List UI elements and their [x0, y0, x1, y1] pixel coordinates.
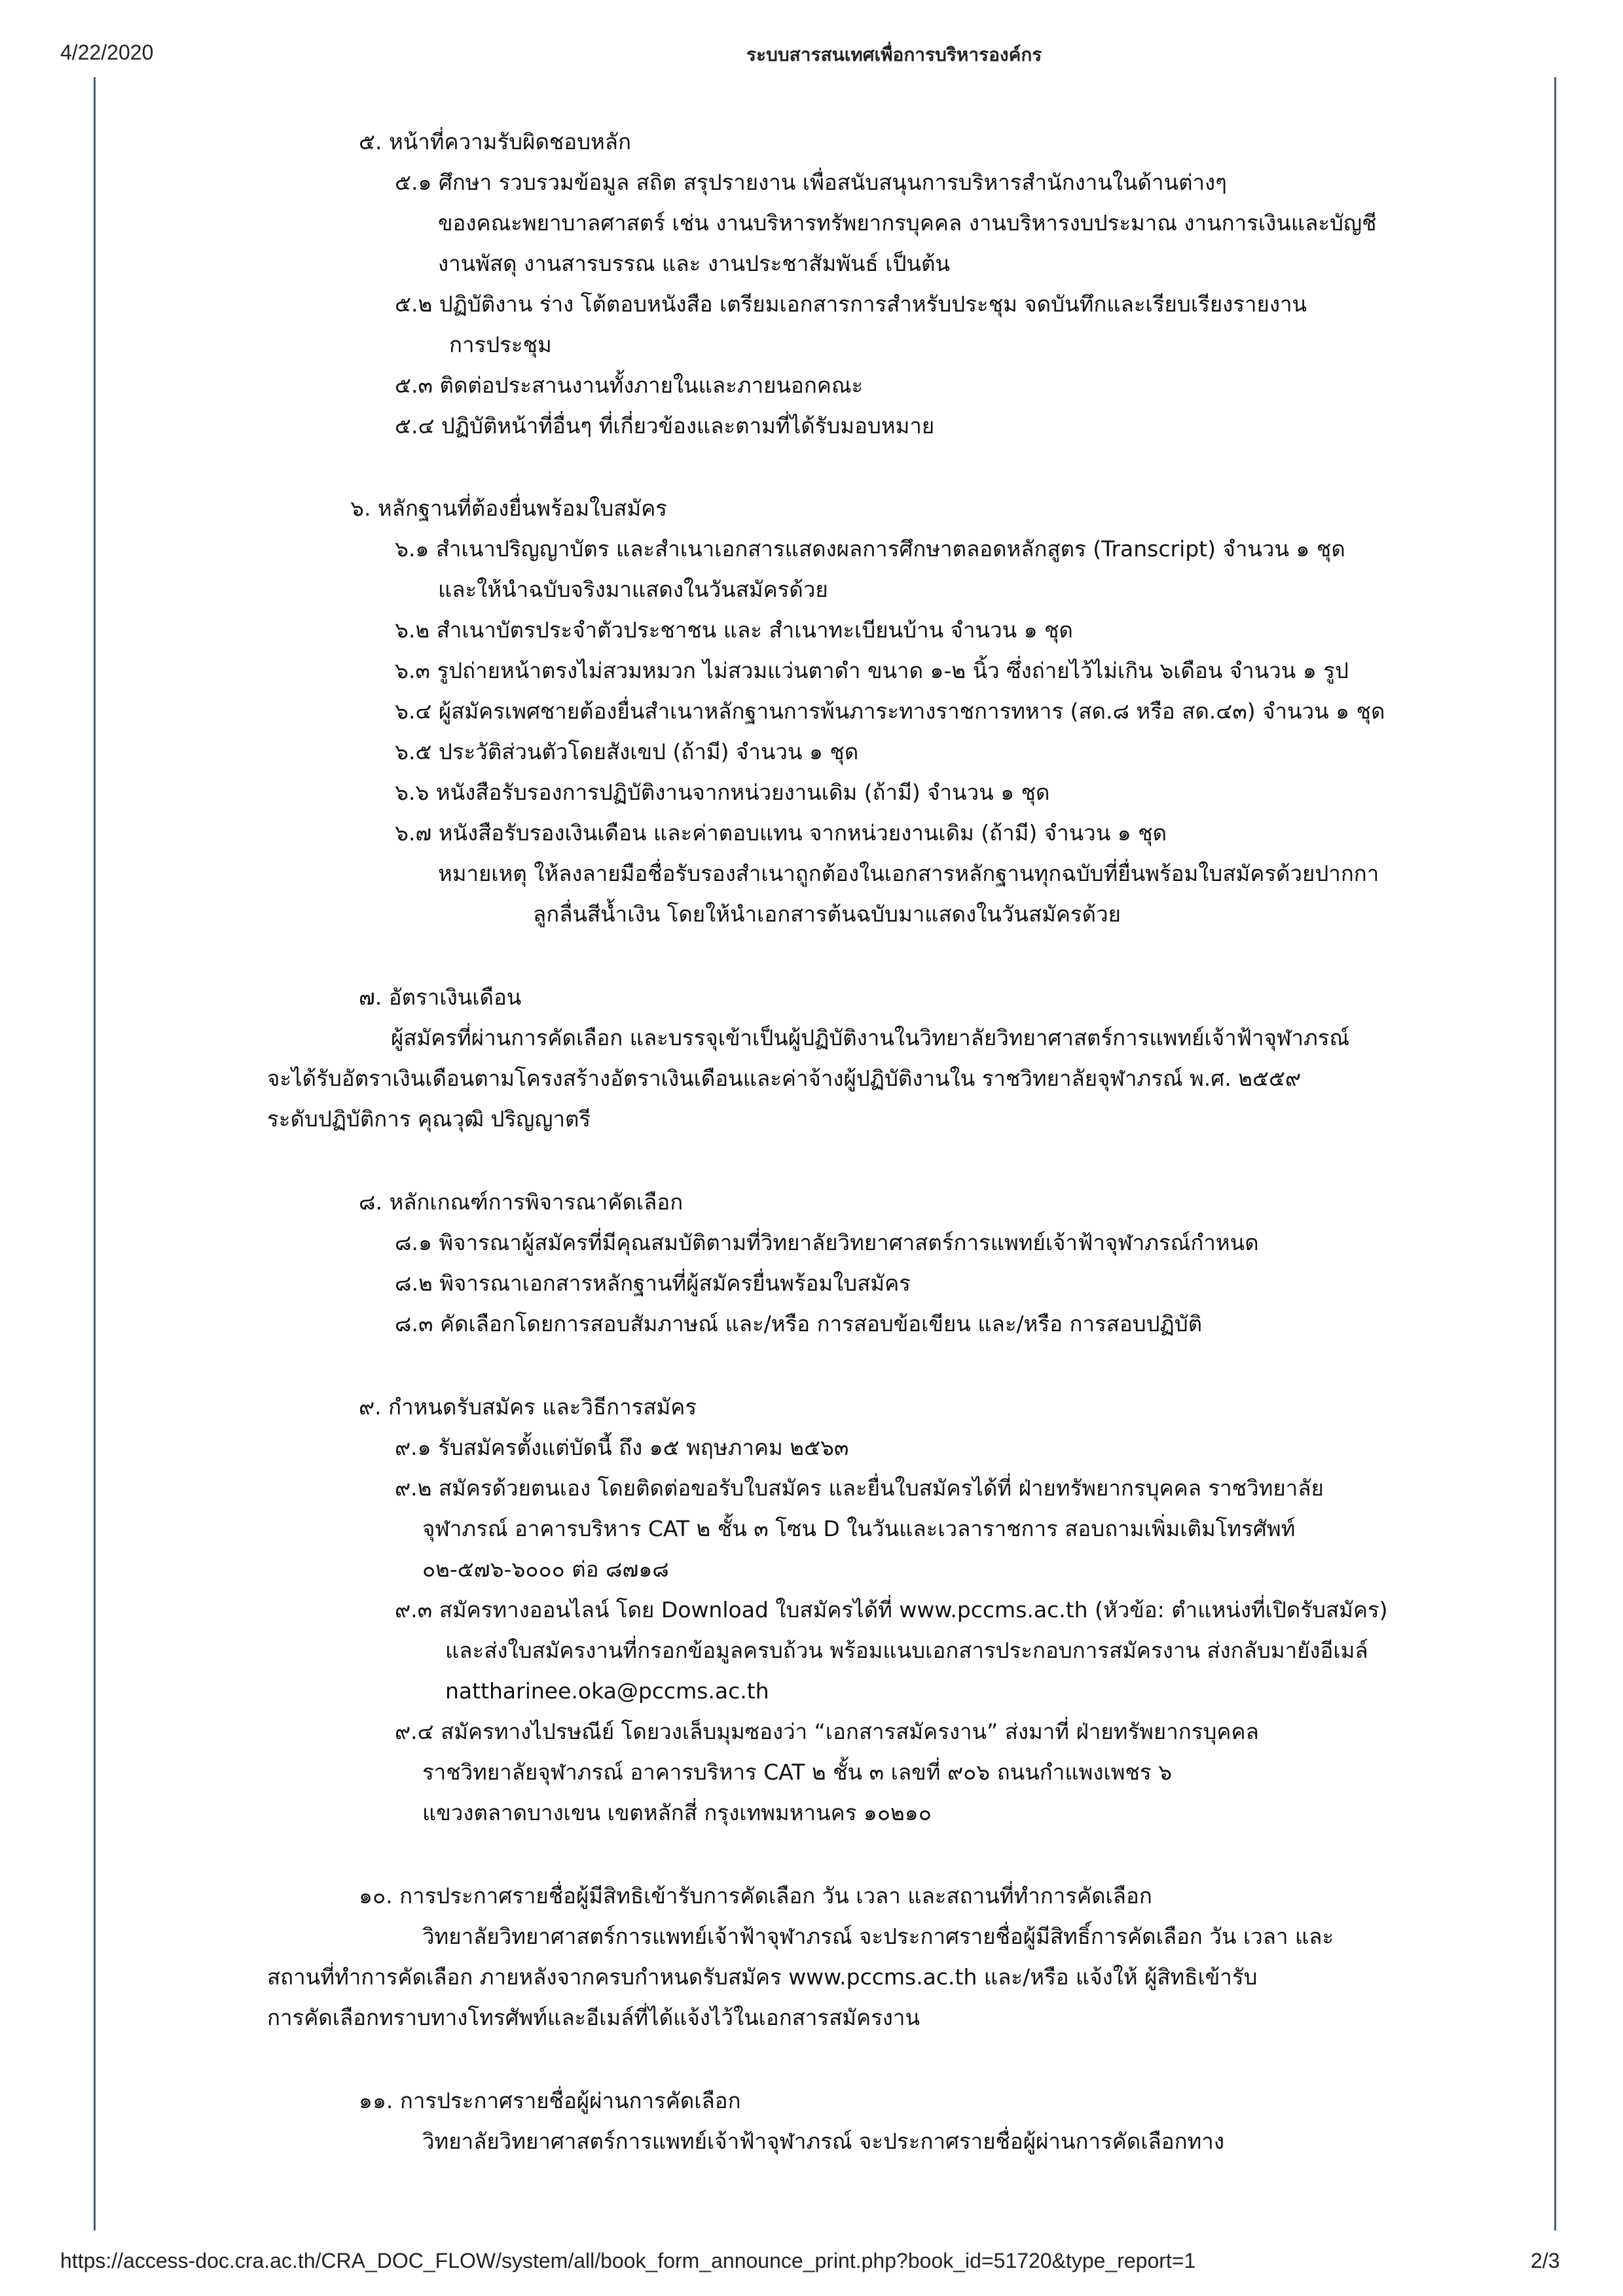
document-line: จะได้รับอัตราเงินเดือนตามโครงสร้างอัตราเงินเดือนและค่าจ้างผู้ปฏิบัติงานใน ราชวิทยาลัยจุฬาภรณ์ พ.ศ. ๒๕๕๙ — [267, 1066, 1302, 1091]
document-line: สถานที่ทำการคัดเลือก ภายหลังจากครบกำหนดรับสมัคร www.pccms.ac.th และ/หรือ แจ้งให้ ผู้สิทธิเข้ารับ — [267, 1964, 1258, 1990]
document-line: ของคณะพยาบาลศาสตร์ เช่น งานบริหารทรัพยากรบุคคล งานบริหารงบประมาณ งานการเงินและบัญชี — [438, 210, 1377, 236]
footer-url: https://access-doc.cra.ac.th/CRA_DOC_FLOW/system/all/book_form_announce_print.php?book_id=51720&type_report=1 — [60, 2249, 1196, 2272]
document-line: ๑๐. การประกาศรายชื่อผู้มีสิทธิเข้ารับการคัดเลือก วัน เวลา และสถานที่ทำการคัดเลือก — [359, 1883, 1152, 1909]
document-line: ๕.๔ ปฏิบัติหน้าที่อื่นๆ ที่เกี่ยวข้องและตามที่ได้รับมอบหมาย — [395, 413, 935, 439]
document-line: ๙.๒ สมัครด้วยตนเอง โดยติดต่อขอรับใบสมัคร และยื่นใบสมัครได้ที่ ฝ่ายทรัพยากรบุคคล ราชวิทยาลัย — [395, 1475, 1324, 1501]
document-line: ลูกลื่นสีน้ำเงิน โดยให้นำเอกสารต้นฉบับมาแสดงในวันสมัครด้วย — [533, 901, 1121, 927]
print-date: 4/22/2020 — [60, 41, 154, 64]
document-line: วิทยาลัยวิทยาศาสตร์การแพทย์เจ้าฟ้าจุฬาภรณ์ จะประกาศรายชื่อผู้มีสิทธิ์การคัดเลือก วัน เวลา และ — [422, 1924, 1334, 1949]
document-line: ๘. หลักเกณฑ์การพิจารณาคัดเลือก — [359, 1189, 684, 1215]
document-line: การประชุม — [449, 332, 552, 357]
document-line: nattharinee.oka@pccms.ac.th — [445, 1678, 769, 1704]
document-line: ระดับปฏิบัติการ คุณวุฒิ ปริญญาตรี — [267, 1106, 591, 1132]
document-line: และให้นำฉบับจริงมาแสดงในวันสมัครด้วย — [438, 577, 828, 602]
document-line: หมายเหตุ ให้ลงลายมือชื่อรับรองสำเนาถูกต้องในเอกสารหลักฐานทุกฉบับที่ยื่นพร้อมใบสมัครด้วยปากกา — [438, 861, 1379, 886]
document-line: ๖.๖ หนังสือรับรองการปฏิบัติงานจากหน่วยงานเดิม (ถ้ามี) จำนวน ๑ ชุด — [395, 780, 1050, 805]
document-line: ๖.๒ สำเนาบัตรประจำตัวประชาชน และ สำเนาทะเบียนบ้าน จำนวน ๑ ชุด — [395, 617, 1073, 643]
document-line: ๙. กำหนดรับสมัคร และวิธีการสมัคร — [359, 1394, 697, 1420]
document-line: งานพัสดุ งานสารบรรณ และ งานประชาสัมพันธ์ เป็นต้น — [438, 251, 950, 276]
document-line: ๕.๒ ปฏิบัติงาน ร่าง โต้ตอบหนังสือ เตรียมเอกสารการสำหรับประชุม จดบันทึกและเรียบเรียงรายงาน — [395, 291, 1307, 317]
document-line: ๘.๓ คัดเลือกโดยการสอบสัมภาษณ์ และ/หรือ การสอบข้อเขียน และ/หรือ การสอบปฏิบัติ — [395, 1311, 1203, 1336]
document-line: ๕.๑ ศึกษา รวบรวมข้อมูล สถิต สรุปรายงาน เพื่อสนับสนุนการบริหารสำนักงานในด้านต่างๆ — [395, 170, 1227, 195]
document-line: ๐๒-๕๗๖-๖๐๐๐ ต่อ ๘๗๑๘ — [422, 1556, 669, 1582]
document-line: ราชวิทยาลัยจุฬาภรณ์ อาคารบริหาร CAT ๒ ชั้น ๓ เลขที่ ๙๐๖ ถนนกำแพงเพชร ๖ — [422, 1759, 1173, 1785]
document-line: จุฬาภรณ์ อาคารบริหาร CAT ๒ ชั้น ๓ โซน D ในวันและเวลาราชการ สอบถามเพิ่มเติมโทรศัพท์ — [422, 1516, 1296, 1541]
document-line: ๙.๔ สมัครทางไปรษณีย์ โดยวงเล็บมุมซองว่า “เอกสารสมัครงาน” ส่งมาที่ ฝ่ายทรัพยากรบุคคล — [395, 1719, 1259, 1744]
document-line: วิทยาลัยวิทยาศาสตร์การแพทย์เจ้าฟ้าจุฬาภรณ์ จะประกาศรายชื่อผู้ผ่านการคัดเลือกทาง — [422, 2128, 1224, 2154]
document-line: แขวงตลาดบางเขน เขตหลักสี่ กรุงเทพมหานคร ๑๐๒๑๐ — [422, 1800, 932, 1825]
document-line: ผู้สมัครที่ผ่านการคัดเลือก และบรรจุเข้าเป็นผู้ปฏิบัติงานในวิทยาลัยวิทยาศาสตร์การแพทย์เจ้าฟ้าจุฬาภรณ์ — [391, 1025, 1350, 1050]
document-line: ๘.๑ พิจารณาผู้สมัครที่มีคุณสมบัติตามที่วิทยาลัยวิทยาศาสตร์การแพทย์เจ้าฟ้าจุฬาภรณ์กำหนด — [395, 1230, 1259, 1255]
document-line: ๙.๓ สมัครทางออนไลน์ โดย Download ใบสมัครได้ที่ www.pccms.ac.th (หัวข้อ: ตำแหน่งที่เปิดรับสมัคร) — [395, 1597, 1388, 1623]
page-title: ระบบสารสนเทศเพื่อการบริหารองค์กร — [746, 44, 1042, 65]
document-line: ๖. หลักฐานที่ต้องยื่นพร้อมใบสมัคร — [350, 495, 667, 521]
document-line: ๖.๕ ประวัติส่วนตัวโดยสังเขป (ถ้ามี) จำนวน ๑ ชุด — [395, 739, 859, 764]
document-line: และส่งใบสมัครงานที่กรอกข้อมูลครบถ้วน พร้อมแนบเอกสารประกอบการสมัครงาน ส่งกลับมายังอีเมล์ — [445, 1638, 1368, 1663]
document-line: ๖.๔ ผู้สมัครเพศชายต้องยื่นสำเนาหลักฐานการพ้นภาระทางราชการทหาร (สด.๘ หรือ สด.๔๓) จำนวน ๑ ชุด — [395, 698, 1385, 724]
page-number: 2/3 — [1531, 2249, 1560, 2272]
document-line: ๕.๓ ติดต่อประสานงานทั้งภายในและภายนอกคณะ — [395, 372, 864, 398]
document-line: ๑๑. การประกาศรายชื่อผู้ผ่านการคัดเลือก — [359, 2088, 741, 2113]
document-line: ๖.๗ หนังสือรับรองเงินเดือน และค่าตอบแทน จากหน่วยงานเดิม (ถ้ามี) จำนวน ๑ ชุด — [395, 820, 1167, 846]
document-line: ๖.๑ สำเนาปริญญาบัตร และสำเนาเอกสารแสดงผลการศึกษาตลอดหลักสูตร (Transcript) จำนวน ๑ ชุด — [395, 536, 1345, 562]
document-line: ๖.๓ รูปถ่ายหน้าตรงไม่สวมหมวก ไม่สวมแว่นตาดำ ขนาด ๑-๒ นิ้ว ซึ่งถ่ายไว้ไม่เกิน ๖เดือน จำนวน ๑ รูป — [395, 658, 1349, 683]
document-line: ๙.๑ รับสมัครตั้งแต่บัดนี้ ถึง ๑๕ พฤษภาคม ๒๕๖๓ — [395, 1435, 849, 1460]
document-line: ๕. หน้าที่ความรับผิดชอบหลัก — [359, 129, 631, 154]
document-line: การคัดเลือกทราบทางโทรศัพท์และอีเมล์ที่ได้แจ้งไว้ในเอกสารสมัครงาน — [267, 2005, 921, 2030]
document-line: ๘.๒ พิจารณาเอกสารหลักฐานที่ผู้สมัครยื่นพร้อมใบสมัคร — [395, 1270, 911, 1296]
document-line: ๗. อัตราเงินเดือน — [359, 984, 522, 1010]
